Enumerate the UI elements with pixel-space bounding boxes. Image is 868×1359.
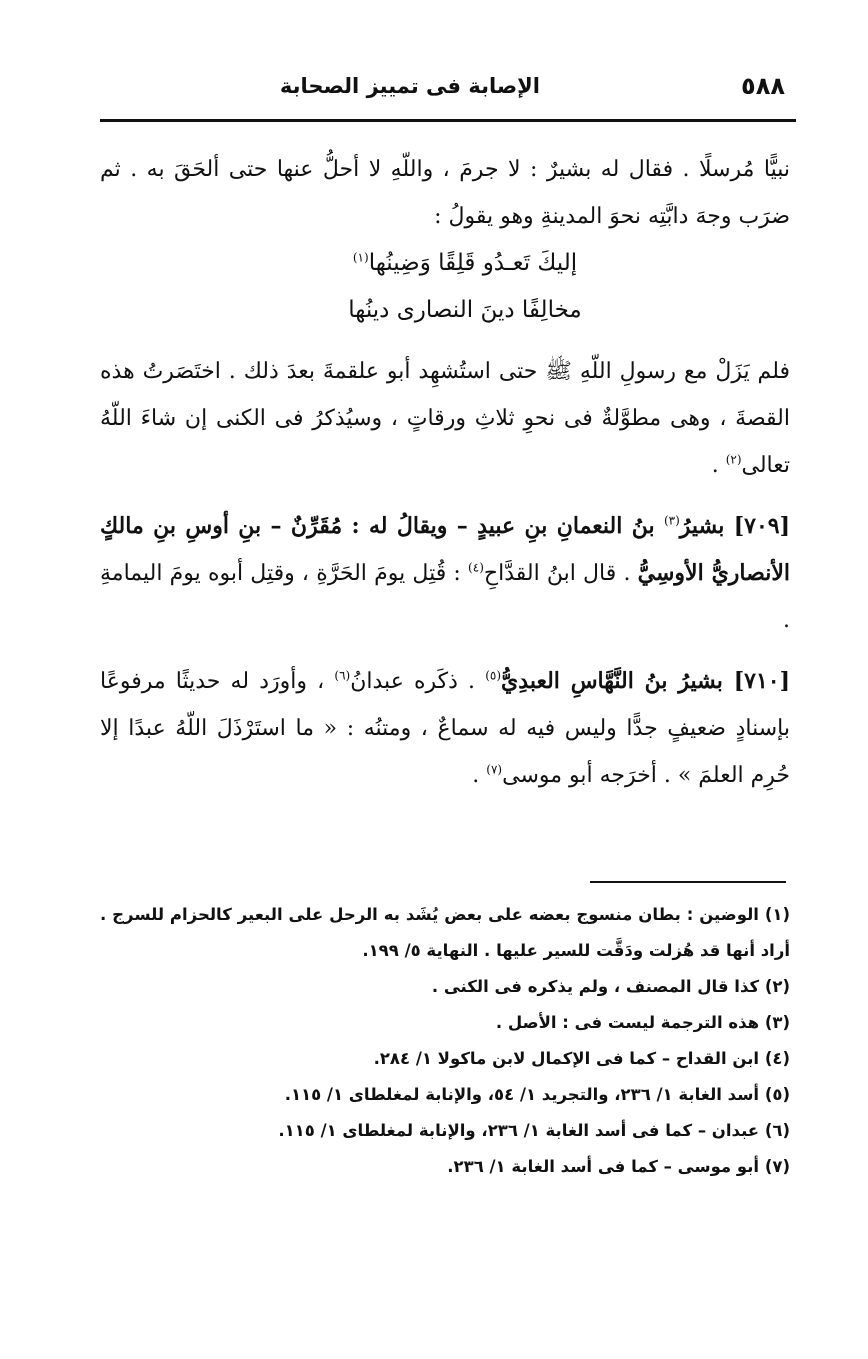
entry-710-end: .: [472, 763, 487, 788]
entry-710-text-cont: ، وأورَد له حديثًا مرفوعًا بإسنادٍ ضعيفٍ جدًّا وليس فيه له سماعٌ ، ومتنُه : « ما استَرْذَلَ اللّهُ عبدًا إلا حُرِم العلمَ » . أخرَجه أبو موسى: [100, 669, 790, 788]
footnote-6: (٦) عبدان – كما فى أسد الغابة ١/ ٢٣٦، والإنابة لمغلطاى ١/ ١١٥.: [278, 1121, 790, 1140]
footnote-3: (٣) هذه الترجمة ليست فى : الأصل .: [495, 1013, 790, 1032]
entry-709-name-cont: بنُ النعمانِ بنِ عبيدٍ – ويقالُ له : مُقَرِّنٌ – بنِ أوسِ بنِ مالكٍ الأنصاريُّ الأوسِيُّ: [100, 513, 790, 586]
page-number: ٥٨٨: [741, 72, 785, 100]
footnote-ref-3: (٣): [663, 513, 680, 528]
entry-709-number: [٧٠٩]: [733, 513, 790, 539]
entry-710-number: [٧١٠]: [733, 668, 791, 694]
paragraph-2-end: .: [711, 453, 726, 478]
footnote-ref-7: (٧): [486, 762, 503, 777]
entry-709-text-cont: : قُتِل يومَ الحَرَّةِ ، وقتِل أبوه يومَ اليمامةِ .: [100, 561, 790, 633]
main-text: [100, 146, 790, 799]
footnote-ref-2: (٢): [725, 452, 742, 467]
footnote-ref-4: (٤): [468, 560, 484, 575]
footnote-rule: [590, 881, 786, 883]
footnote-7: (٧) أبو موسى – كما فى أسد الغابة ١/ ٢٣٦.: [447, 1157, 790, 1176]
entry-710-name: بشيرُ بنُ النَّهَّاسِ العبدِيُّ: [501, 668, 734, 694]
paragraph-2-text: فلم يَزَلْ مع رسولِ اللّهِ ﷺ حتى استُشهِد أبو علقمةَ بعدَ ذلك . اختَصَرتُ هذه القصةَ ، وهى مطوَّلةٌ فى نحوِ ثلاثِ ورقاتٍ ، وسيُذكرُ فى الكنى إن شاءَ اللّهُ تعالى: [100, 359, 790, 478]
spacer: [100, 644, 790, 658]
footnote-2: (٢) كذا قال المصنف ، ولم يذكره فى الكنى .: [431, 977, 790, 996]
entry-709-text: . قال ابنُ القدَّاحِ: [483, 561, 638, 586]
poem-line-1-text: إليكَ تَعـدُو قَلِقًا وَضِينُها: [368, 250, 578, 276]
paragraph-1: نبيًّا مُرسلًا . فقال له بشيرٌ : لا جرمَ ، واللّهِ لا أحلُّ عنها حتى ألحَقَ به . ثم ضرَب وجهَ دابَّتِه نحوَ المدينةِ وهو يقولُ :: [100, 157, 790, 229]
entry-709-name: بشيرُ: [679, 513, 734, 539]
paragraph-2: [100, 348, 790, 489]
poem-line-2: مخالِفًا دينَ النصارى دينُها: [348, 297, 582, 323]
poem-line-1: [100, 240, 790, 287]
running-title: الإصابة فى تمييز الصحابة: [279, 74, 540, 98]
spacer: [100, 489, 790, 503]
header-rule: [100, 119, 796, 122]
spacer: [100, 334, 790, 348]
entry-710: [100, 658, 790, 799]
entry-709: [100, 503, 790, 644]
page-header: [100, 72, 785, 106]
entry-710-text: . ذكَره عبدانُ: [350, 669, 486, 694]
footnote-ref-6: (٦): [334, 668, 351, 683]
footnote-ref-5: (٥): [485, 668, 502, 683]
footnote-4: (٤) ابن القداح – كما فى الإكمال لابن ماكولا ١/ ٢٨٤.: [373, 1049, 790, 1068]
footnotes: [100, 897, 790, 1185]
footnote-5: (٥) أسد الغابة ١/ ٢٣٦، والتجريد ١/ ٥٤، والإنابة لمغلطاى ١/ ١١٥.: [284, 1085, 790, 1104]
footnote-ref-1: (١): [352, 250, 369, 265]
footnote-1: (١) الوضين : بطان منسوج بعضه على بعض يُشَد به الرحل على البعير كالحزام للسرج . أراد أنها قد هُزلت ودَقَّت للسير عليها . النهاية ٥/ ١٩٩.: [100, 905, 790, 960]
